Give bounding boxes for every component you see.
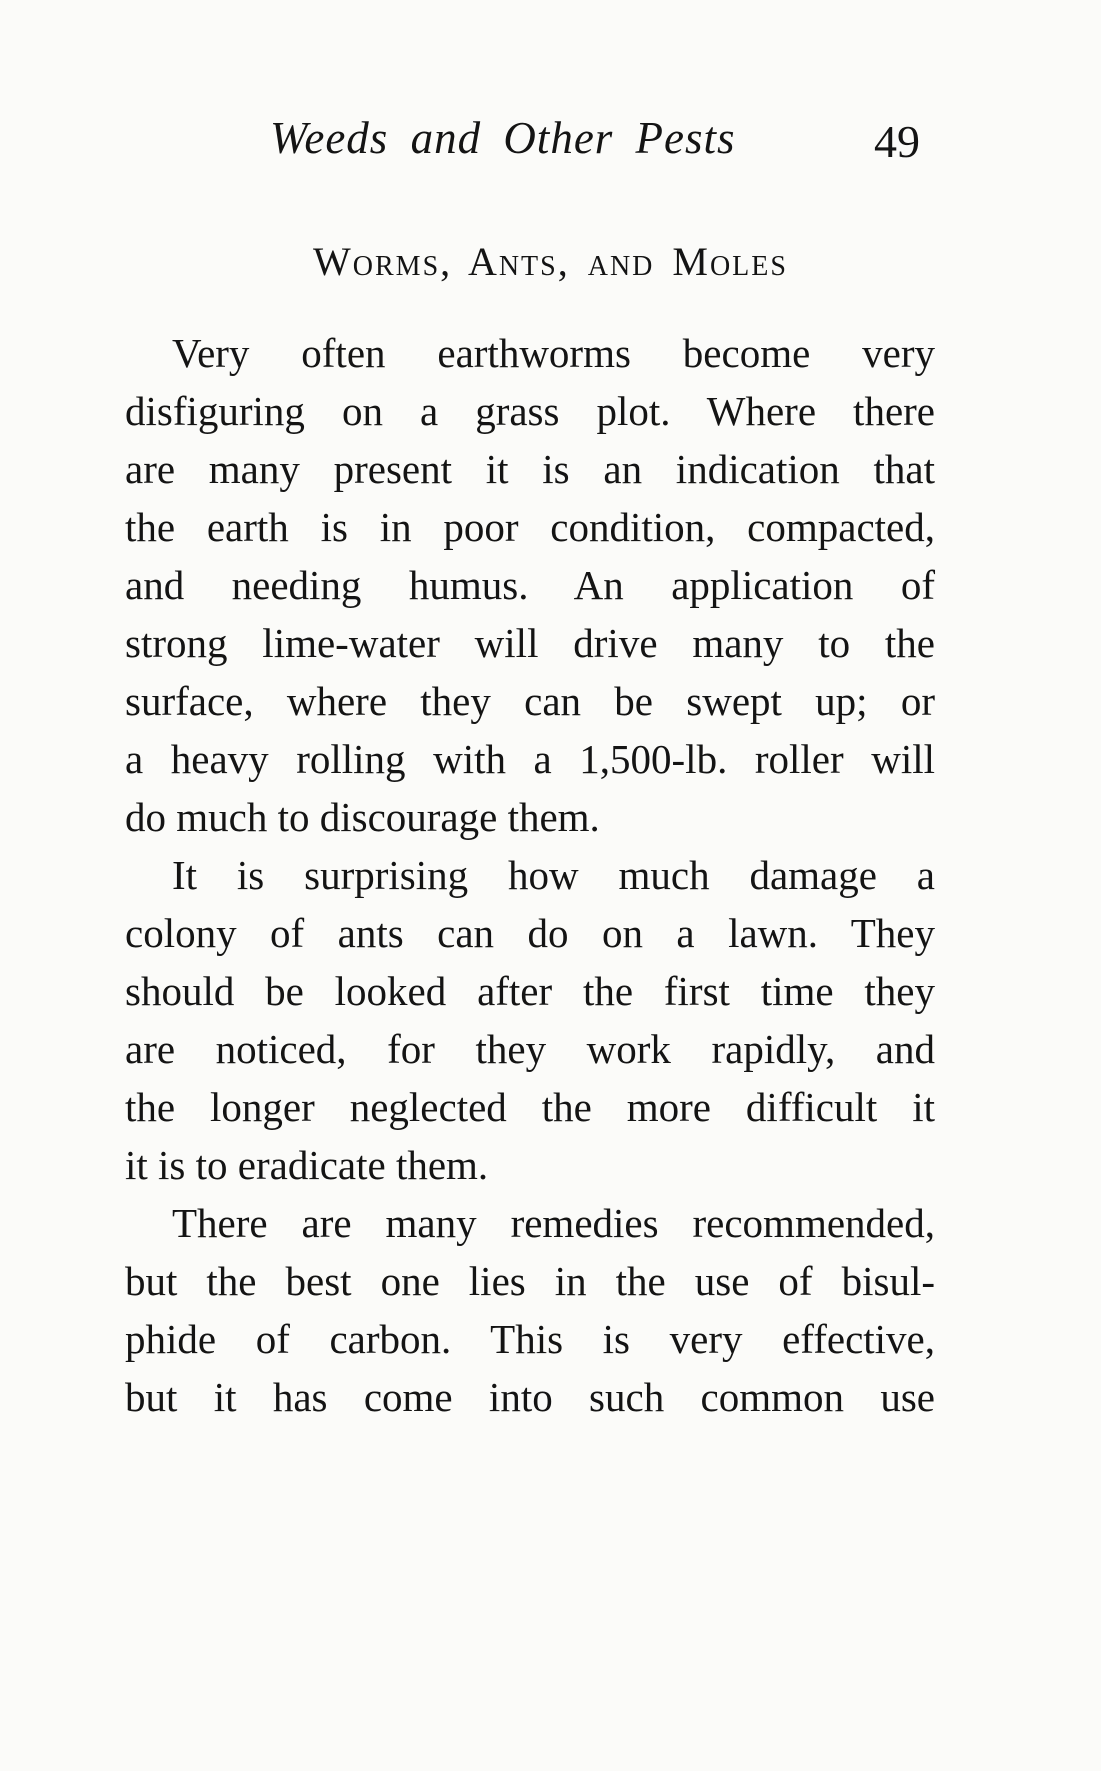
text-line: but the best one lies in the use of bisul- [125, 1258, 935, 1304]
running-title: Weeds and Other Pests [270, 113, 736, 163]
text-line: phide of carbon. This is very effective, [125, 1316, 935, 1362]
running-head [270, 108, 930, 168]
text-line: the longer neglected the more difficult it [125, 1084, 935, 1130]
page-number: 49 [874, 116, 920, 167]
text-line: It is surprising how much damage a [172, 852, 935, 898]
text-line: the earth is in poor condition, compacted, [125, 504, 935, 550]
text-line: surface, where they can be swept up; or [125, 678, 935, 724]
text-line: There are many remedies recommended, [172, 1200, 935, 1246]
text-line: colony of ants can do on a lawn. They [125, 910, 935, 956]
text-line: it is to eradicate them. [125, 1142, 489, 1188]
text-line: should be looked after the first time they [125, 968, 935, 1014]
text-line: do much to discourage them. [125, 794, 600, 840]
text-line: and needing humus. An application of [125, 562, 935, 608]
text-line: strong lime-water will drive many to the [125, 620, 935, 666]
text-line: a heavy rolling with a 1,500-lb. roller will [125, 736, 935, 782]
text-line: Very often earthworms become very [172, 330, 935, 376]
text-line: but it has come into such common use [125, 1374, 935, 1420]
text-line: are many present it is an indication that [125, 446, 935, 492]
section-heading: Worms, Ants, and Moles [313, 239, 788, 284]
text-line: are noticed, for they work rapidly, and [125, 1026, 935, 1072]
text-line: disfiguring on a grass plot. Where there [125, 388, 935, 434]
